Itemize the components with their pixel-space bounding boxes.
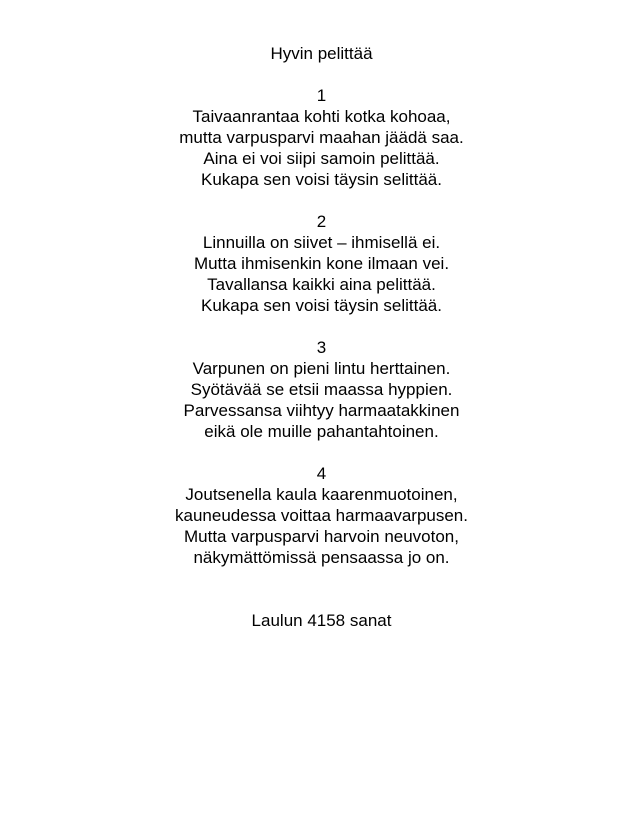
- stanza-line: Mutta ihmisenkin kone ilmaan vei.: [193, 254, 450, 273]
- stanza-line: Parvessansa viihtyy harmaatakkinen: [183, 401, 460, 420]
- word-count-footer: Laulun 4158 sanat: [251, 611, 392, 630]
- stanza-number: 1: [316, 86, 327, 105]
- stanza-line: Kukapa sen voisi täysin selittää.: [201, 170, 442, 189]
- stanza-line: eikä ole muille pahantahtoinen.: [204, 422, 439, 441]
- poem-title: Hyvin pelittää: [270, 44, 373, 63]
- stanza-line: Joutsenella kaula kaarenmuotoinen,: [185, 485, 458, 504]
- stanza-line: Kukapa sen voisi täysin selittää.: [201, 296, 442, 315]
- stanza-2: [0, 211, 643, 316]
- stanza-4: [0, 463, 643, 568]
- stanza-line: mutta varpusparvi maahan jäädä saa.: [179, 128, 464, 147]
- stanza-3: [0, 337, 643, 442]
- stanza-line: Linnuilla on siivet – ihmisellä ei.: [202, 233, 441, 252]
- stanza-line: Syötävää se etsii maassa hyppien.: [190, 380, 453, 399]
- stanza-line: Tavallansa kaikki aina pelittää.: [207, 275, 436, 294]
- stanza-number: 4: [316, 464, 327, 483]
- stanza-1: [0, 85, 643, 190]
- stanza-line: Aina ei voi siipi samoin pelittää.: [203, 149, 440, 168]
- stanza-line: Taivaanrantaa kohti kotka kohoaa,: [192, 107, 451, 126]
- stanza-line: Varpunen on pieni lintu herttainen.: [192, 359, 451, 378]
- stanza-line: kauneudessa voittaa harmaavarpusen.: [175, 506, 468, 525]
- stanza-number: 2: [316, 212, 327, 231]
- stanza-line: Mutta varpusparvi harvoin neuvoton,: [184, 527, 459, 546]
- stanza-number: 3: [316, 338, 327, 357]
- stanza-line: näkymättömissä pensaassa jo on.: [193, 548, 450, 567]
